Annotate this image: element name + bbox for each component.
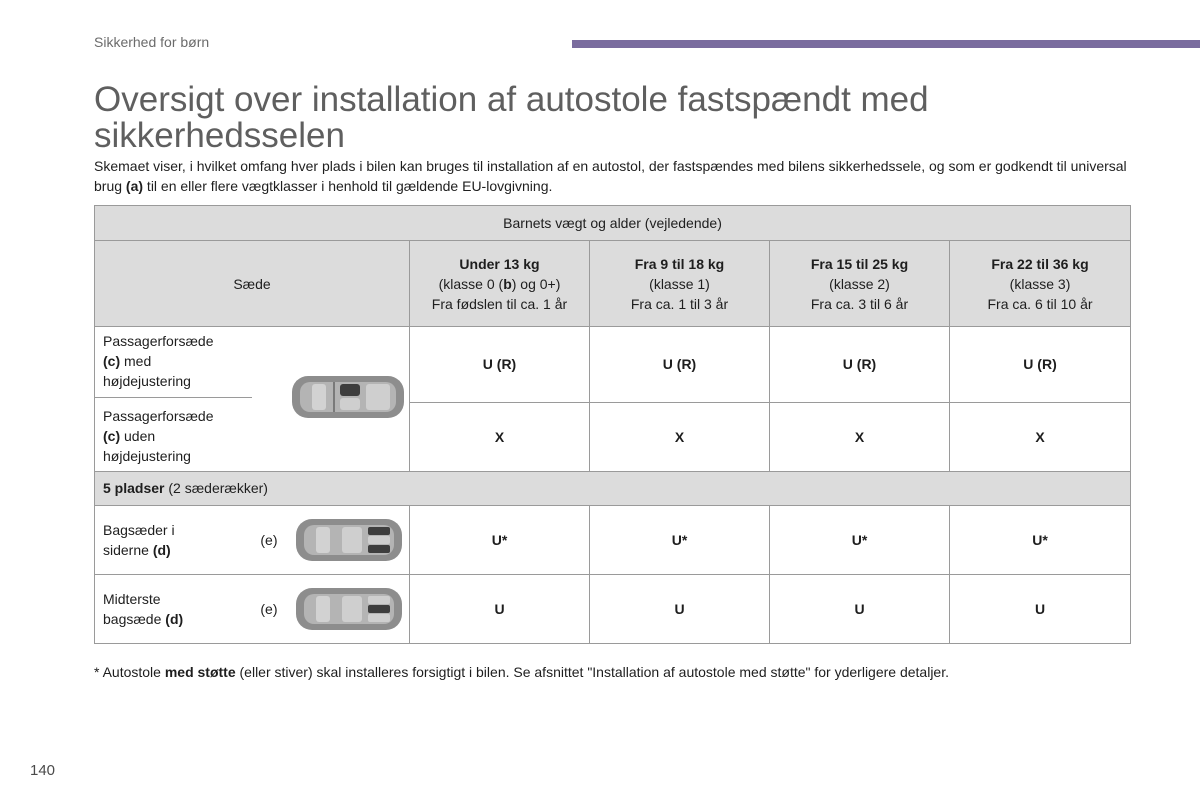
page-number: 140 xyxy=(30,762,56,779)
column-header xyxy=(950,241,1131,327)
section-row xyxy=(95,471,1131,505)
car-front-seat-icon xyxy=(290,372,406,422)
intro-paragraph xyxy=(94,156,1134,196)
row-label-line: Passagerforsæde xyxy=(103,408,214,424)
row-label-line: uden xyxy=(120,428,156,444)
table-cell: U xyxy=(770,574,950,643)
row-label xyxy=(95,574,252,643)
row-label-line: Bagsæder i xyxy=(103,521,175,538)
table-cell: U* xyxy=(590,505,770,574)
page-title xyxy=(94,82,1094,154)
row-label-line: Passagerforsæde xyxy=(103,333,214,349)
footnote xyxy=(94,662,1134,682)
table-row xyxy=(95,402,1131,471)
row-label-ref: (c) xyxy=(103,428,121,444)
table-cell: X xyxy=(770,402,950,471)
column-class-suffix: ) og 0+) xyxy=(511,275,561,292)
column-header xyxy=(410,241,590,327)
car-rear-side-seats-icon xyxy=(294,515,404,565)
table-group-header-row xyxy=(95,206,1131,241)
table-cell: U (R) xyxy=(950,327,1131,403)
table-cell: U* xyxy=(770,505,950,574)
intro-text-1: Skemaet viser, i hvilket omfang hver plads i bilen kan bruges til installation af en autostol, der fastspændes med bilens sikkerhedssele, og som er godkendt til universal brug xyxy=(94,158,1127,194)
row-label-ref: (d) xyxy=(165,610,184,627)
column-weight: Fra 9 til 18 kg xyxy=(634,255,725,272)
section-label: Sikkerhed for børn xyxy=(94,34,210,50)
column-class-ref: b xyxy=(503,275,512,292)
note-ref: (e) xyxy=(260,531,278,548)
column-age: Fra ca. 1 til 3 år xyxy=(630,295,729,312)
table-row xyxy=(95,327,1131,403)
section-row-text: (2 sæderækker) xyxy=(164,480,268,496)
column-weight: Under 13 kg xyxy=(459,255,540,272)
column-class: (klasse 3) xyxy=(1009,275,1071,292)
table-column-header-row xyxy=(95,241,1131,327)
column-class: (klasse 2) xyxy=(829,275,890,292)
table-cell: X xyxy=(410,402,590,471)
table-cell: U xyxy=(950,574,1131,643)
column-age: Fra fødslen til ca. 1 år xyxy=(431,295,568,312)
note-ref: (e) xyxy=(260,600,278,617)
row-label-line: højdejustering xyxy=(103,373,191,389)
table-cell: U* xyxy=(950,505,1131,574)
footnote-bold: med støtte xyxy=(164,664,236,680)
section-row-cell xyxy=(95,471,1131,505)
table-cell: U xyxy=(410,574,590,643)
table-cell: U xyxy=(590,574,770,643)
row-label-line: Midterste xyxy=(103,590,161,607)
seat-installation-table xyxy=(94,205,1131,644)
row-label xyxy=(95,402,252,471)
column-header xyxy=(770,241,950,327)
row-label-line: med xyxy=(120,353,152,369)
row-label-ref: (c) xyxy=(103,353,121,369)
row-label-ref: (d) xyxy=(152,541,171,558)
group-header: Barnets vægt og alder (vejledende) xyxy=(95,206,1131,241)
column-class: (klasse 1) xyxy=(649,275,710,292)
table-cell: U (R) xyxy=(590,327,770,403)
row-label xyxy=(95,327,252,403)
column-age: Fra ca. 6 til 10 år xyxy=(987,295,1093,312)
intro-text-2: til en eller flere vægtklasser i henhold til gældende EU-lovgivning. xyxy=(143,178,553,194)
footnote-text-1: * Autostole xyxy=(94,664,165,680)
table-cell: X xyxy=(950,402,1131,471)
table-cell: X xyxy=(590,402,770,471)
title-line-2: sikkerhedsselen xyxy=(94,116,345,155)
car-diagram-cell xyxy=(252,574,410,643)
table-row xyxy=(95,505,1131,574)
table-cell: U (R) xyxy=(410,327,590,403)
table-cell: U (R) xyxy=(770,327,950,403)
intro-ref-a: (a) xyxy=(125,178,144,194)
column-age: Fra ca. 3 til 6 år xyxy=(810,295,909,312)
table-cell: U* xyxy=(410,505,590,574)
column-header xyxy=(590,241,770,327)
car-diagram-cell xyxy=(252,327,410,472)
table-row xyxy=(95,574,1131,643)
column-weight: Fra 15 til 25 kg xyxy=(810,255,909,272)
row-label-line: højdejustering xyxy=(103,448,191,464)
row-label xyxy=(95,505,252,574)
column-weight: Fra 22 til 36 kg xyxy=(991,255,1089,272)
car-diagram-cell xyxy=(252,505,410,574)
row-label-line: siderne xyxy=(103,541,153,558)
title-line-1: Oversigt over installation af autostole fastspændt med xyxy=(94,80,929,119)
section-row-bold: 5 pladser xyxy=(103,480,165,496)
footnote-text-2: (eller stiver) skal installeres forsigtigt i bilen. Se afsnittet "Installation af autostole med støtte" for yderligere detaljer. xyxy=(235,664,949,680)
header-accent-bar xyxy=(572,40,1200,48)
column-class: (klasse 0 ( xyxy=(438,275,504,292)
row-label-line: bagsæde xyxy=(103,610,166,627)
car-rear-middle-seat-icon xyxy=(294,584,404,634)
seat-header: Sæde xyxy=(95,241,410,327)
